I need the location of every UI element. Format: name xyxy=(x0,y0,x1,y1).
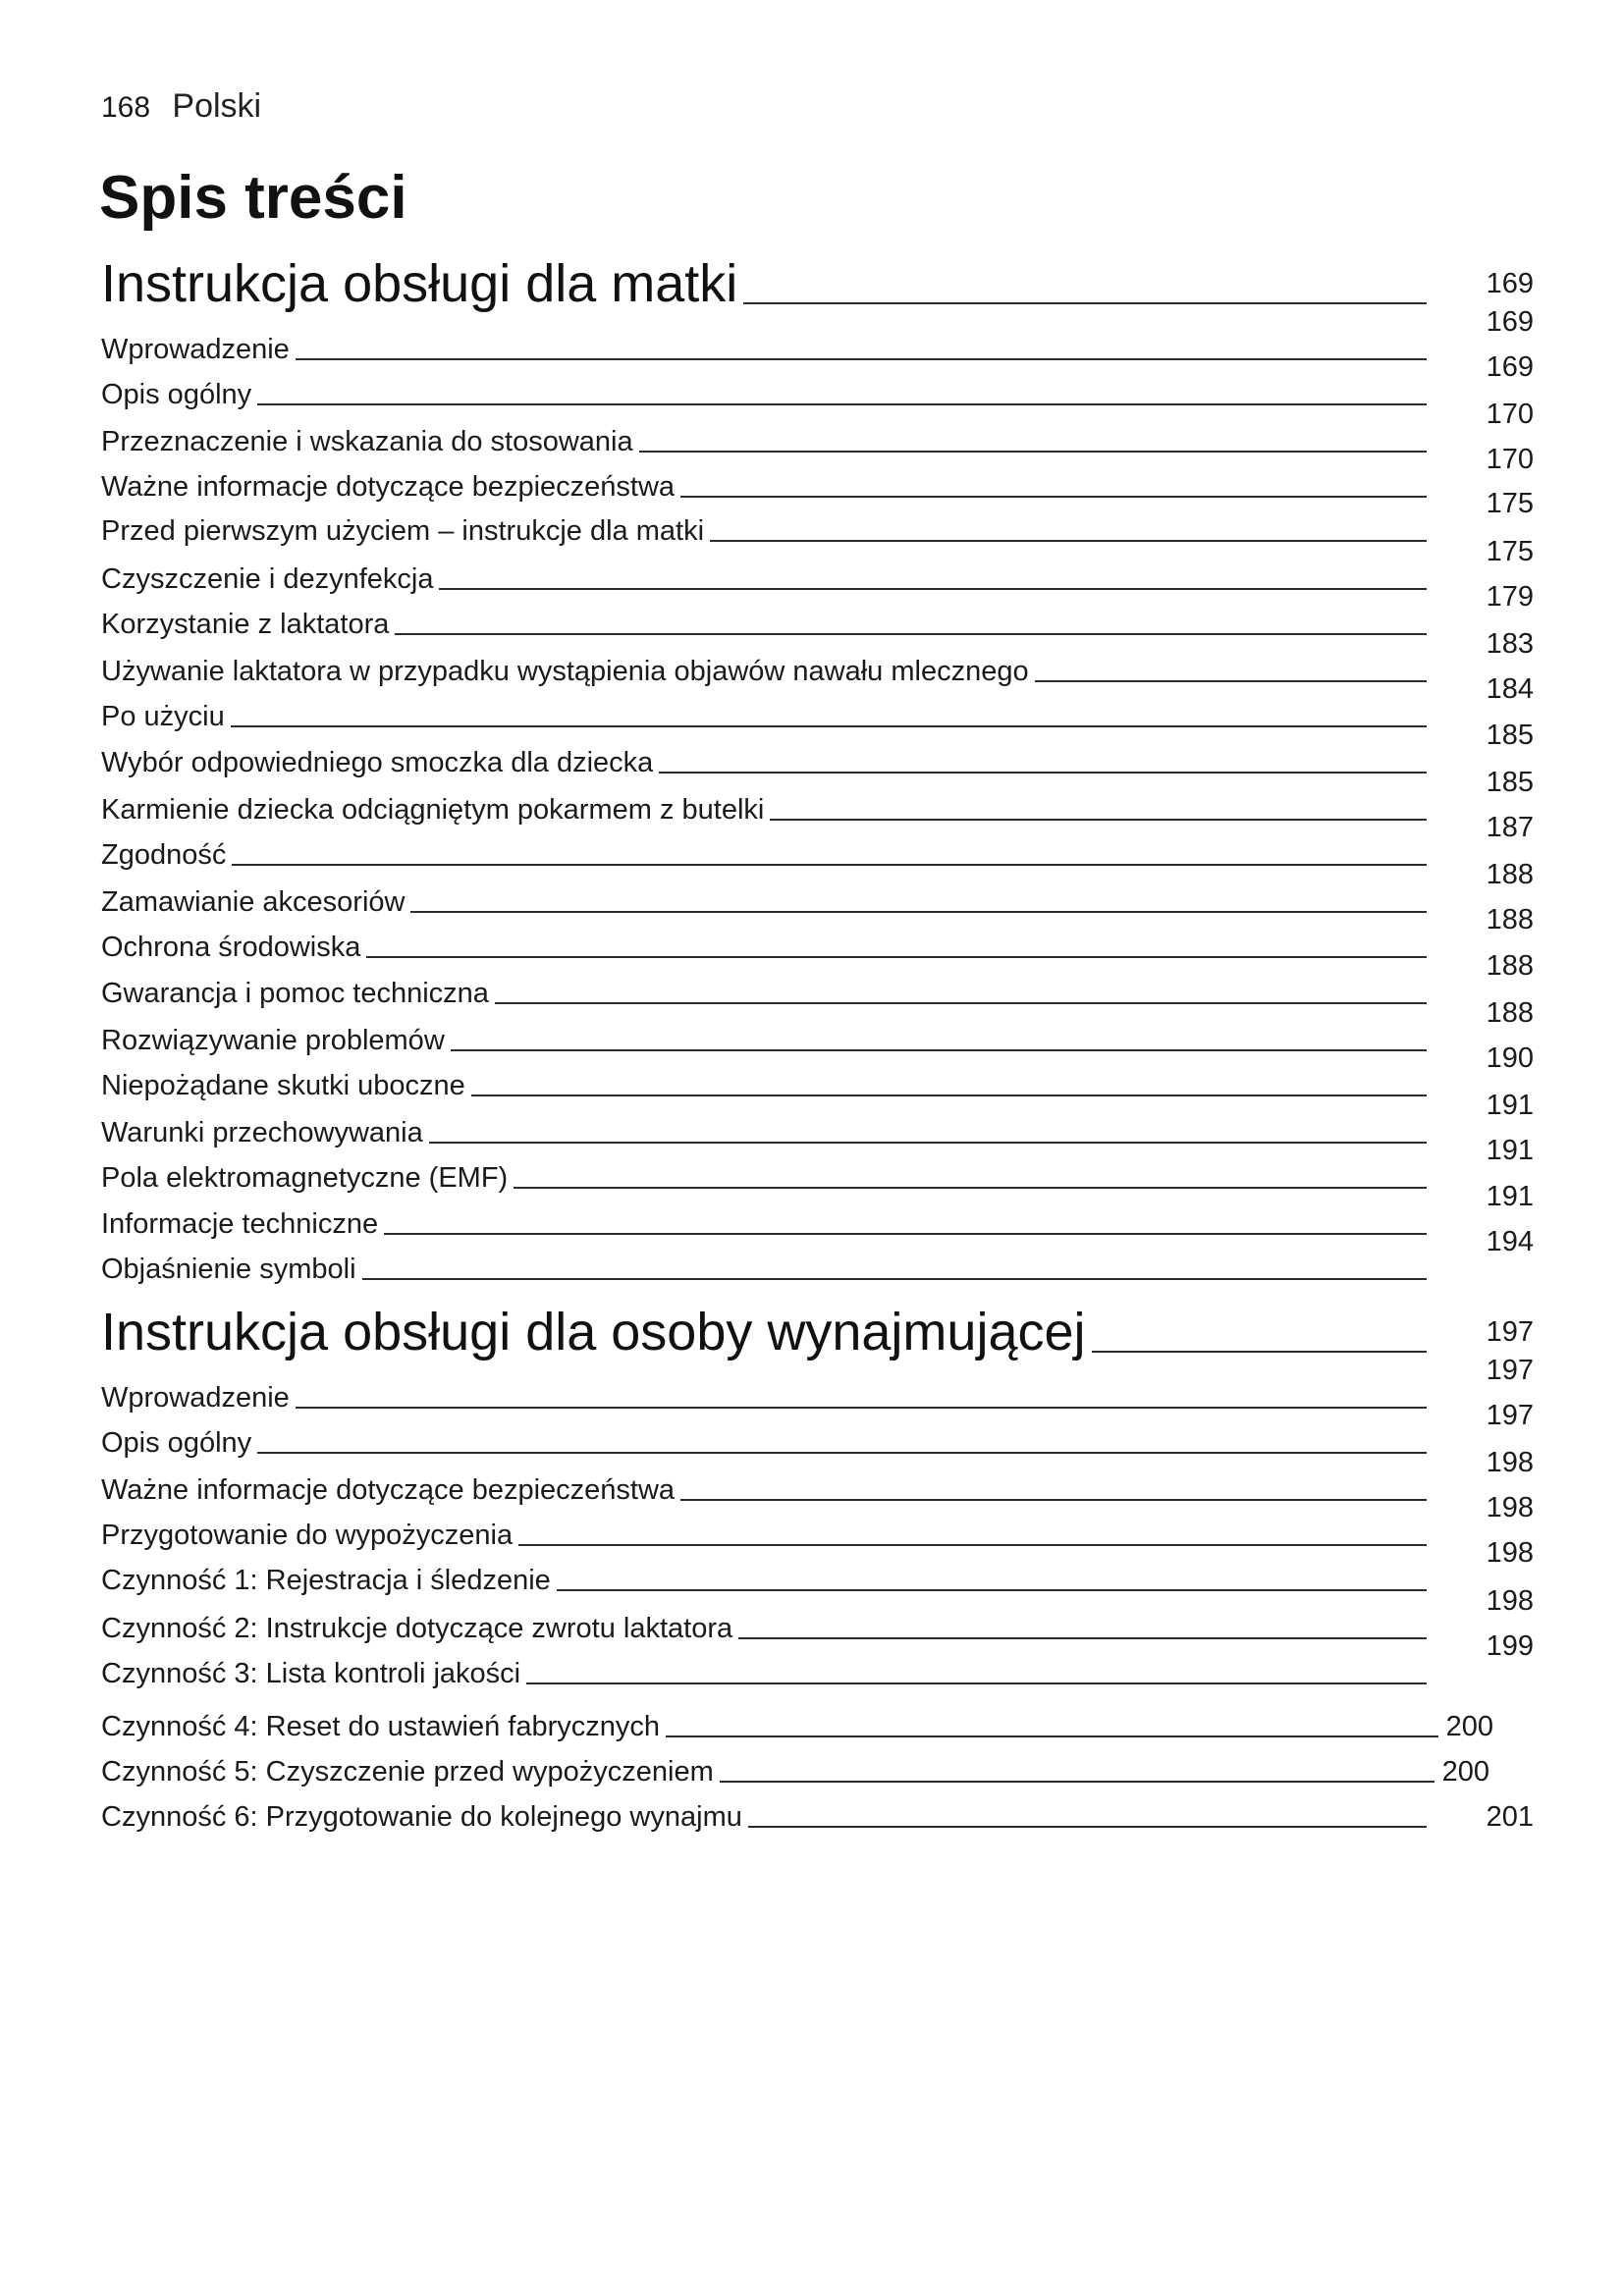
toc-entry-label: Czynność 4: Reset do ustawień fabrycznych xyxy=(101,1711,660,1742)
toc-leader-line xyxy=(514,1187,1427,1189)
toc-entry-page: 191 xyxy=(1486,1090,1534,1121)
toc-entry-page: 191 xyxy=(1486,1135,1534,1166)
toc-leader-line xyxy=(232,864,1427,866)
page-number: 168 xyxy=(101,91,151,124)
toc-entry[interactable] xyxy=(101,1090,1534,1149)
toc-entry-page: 188 xyxy=(1486,950,1534,982)
toc-entry[interactable] xyxy=(101,1135,1534,1195)
toc-leader-line xyxy=(451,1049,1427,1051)
toc-entry[interactable] xyxy=(101,536,1534,596)
toc-entry-label: Ważne informacje dotyczące bezpieczeństwa xyxy=(101,1474,676,1506)
toc-entry-label: Pola elektromagnetyczne (EMF) xyxy=(101,1162,509,1194)
toc-entry[interactable] xyxy=(101,1630,1534,1690)
toc-leader-line xyxy=(720,1781,1435,1783)
toc-entry[interactable] xyxy=(101,1226,1534,1286)
toc-entry-label: Czynność 1: Rejestracja i śledzenie xyxy=(101,1565,551,1596)
toc-entry[interactable] xyxy=(101,1585,1534,1645)
toc-section-title: Instrukcja obsługi dla osoby wynajmującej xyxy=(101,1303,1086,1362)
toc-entry-label: Wprowadzenie xyxy=(101,1382,290,1414)
toc-section-page: 197 xyxy=(1486,1316,1534,1348)
toc-leader-line xyxy=(1092,1351,1427,1353)
toc-entry[interactable] xyxy=(101,1400,1534,1460)
toc-leader-line xyxy=(1035,680,1427,682)
toc-section-page: 169 xyxy=(1486,268,1534,299)
toc-entry-label: Zgodność xyxy=(101,839,227,871)
toc-section-heading[interactable] xyxy=(101,253,1534,314)
toc-entry[interactable] xyxy=(101,720,1534,779)
toc-entry[interactable] xyxy=(101,997,1534,1057)
toc-entry-page: 187 xyxy=(1486,812,1534,843)
toc-leader-line xyxy=(384,1233,1427,1235)
toc-entry-label: Czynność 2: Instrukcje dotyczące zwrotu laktatora xyxy=(101,1613,733,1644)
toc-entry-page: 198 xyxy=(1486,1492,1534,1523)
toc-leader-line xyxy=(710,540,1427,542)
toc-leader-line xyxy=(439,588,1427,590)
toc-leader-line xyxy=(410,911,1427,913)
toc-entry[interactable] xyxy=(101,812,1534,872)
toc-entry[interactable] xyxy=(101,1447,1534,1507)
toc-entry-label: Wybór odpowiedniego smoczka dla dziecka xyxy=(101,747,654,778)
toc-entry[interactable] xyxy=(101,628,1534,688)
toc-entry-label: Zamawianie akcesoriów xyxy=(101,886,406,918)
toc-entry-page: 170 xyxy=(1486,399,1534,430)
toc-leader-line xyxy=(366,956,1427,958)
toc-entry-page: 169 xyxy=(1486,306,1534,338)
toc-leader-line xyxy=(362,1278,1427,1280)
toc-entry-label: Warunki przechowywania xyxy=(101,1117,423,1148)
toc-section-heading[interactable] xyxy=(101,1302,1534,1362)
toc-entry-page: 188 xyxy=(1486,997,1534,1029)
toc-entry-page: 198 xyxy=(1486,1585,1534,1617)
toc-leader-line xyxy=(743,302,1427,304)
toc-leader-line xyxy=(680,496,1427,498)
toc-leader-line xyxy=(257,1452,1427,1454)
toc-leader-line xyxy=(518,1544,1427,1546)
toc-entry-label: Gwarancja i pomoc techniczna xyxy=(101,978,489,1009)
toc-entry[interactable] xyxy=(101,859,1534,919)
toc-entry-page: 198 xyxy=(1486,1447,1534,1478)
toc-entry-page: 185 xyxy=(1486,767,1534,798)
toc-entry-label: Karmienie dziecka odciągniętym pokarmem z butelki xyxy=(101,794,765,826)
toc-entry-page: 169 xyxy=(1486,351,1534,383)
toc-entry-page: 175 xyxy=(1486,536,1534,567)
toc-entry-page: 198 xyxy=(1486,1537,1534,1569)
toc-leader-line xyxy=(639,451,1427,453)
toc-entry[interactable] xyxy=(101,1537,1534,1597)
toc-entry-label: Przygotowanie do wypożyczenia xyxy=(101,1520,514,1551)
toc-entry[interactable] xyxy=(101,1181,1534,1241)
toc-leader-line xyxy=(666,1735,1438,1737)
toc-section-title: Instrukcja obsługi dla matki xyxy=(101,254,738,313)
toc-entry-page: 194 xyxy=(1486,1226,1534,1257)
toc-entry[interactable] xyxy=(101,1710,1493,1743)
toc-entry[interactable] xyxy=(101,488,1534,548)
toc-entry-label: Używanie laktatora w przypadku wystąpienia objawów nawału mlecznego xyxy=(101,656,1029,687)
toc-entry-page: 188 xyxy=(1486,859,1534,890)
toc-entry-page: 191 xyxy=(1486,1181,1534,1212)
toc-entry-label: Rozwiązywanie problemów xyxy=(101,1025,445,1056)
toc-entry[interactable] xyxy=(101,673,1534,733)
toc-entry[interactable] xyxy=(101,581,1534,641)
toc-leader-line xyxy=(526,1682,1427,1684)
toc-leader-line xyxy=(748,1826,1427,1828)
toc-entry[interactable] xyxy=(101,1355,1534,1415)
toc-entry-label: Ważne informacje dotyczące bezpieczeństwa xyxy=(101,471,676,503)
toc-entry-label: Opis ogólny xyxy=(101,379,252,410)
toc-leader-line xyxy=(257,403,1427,405)
toc-entry-label: Opis ogólny xyxy=(101,1427,252,1459)
page-title: Spis treści xyxy=(99,164,407,232)
toc-entry[interactable] xyxy=(101,950,1534,1010)
toc-entry-page: 175 xyxy=(1486,488,1534,519)
toc-entry-page: 197 xyxy=(1486,1400,1534,1431)
language-label: Polski xyxy=(172,87,262,125)
toc-entry-page: 188 xyxy=(1486,904,1534,935)
toc-leader-line xyxy=(429,1142,1427,1144)
toc-entry[interactable] xyxy=(101,1042,1534,1102)
toc-entry-label: Przeznaczenie i wskazania do stosowania xyxy=(101,426,633,457)
toc-entry-label: Po użyciu xyxy=(101,701,225,732)
toc-leader-line xyxy=(557,1589,1427,1591)
toc-entry-label: Ochrona środowiska xyxy=(101,932,361,963)
toc-entry[interactable] xyxy=(101,306,1534,366)
toc-entry-label: Czyszczenie i dezynfekcja xyxy=(101,563,434,595)
toc-leader-line xyxy=(231,725,1427,727)
toc-entry-label: Informacje techniczne xyxy=(101,1208,379,1240)
toc-entry[interactable] xyxy=(101,399,1534,458)
toc-entry-page: 179 xyxy=(1486,581,1534,613)
toc-entry-label: Niepożądane skutki uboczne xyxy=(101,1070,465,1101)
page-header xyxy=(101,86,261,128)
toc-entry-page: 197 xyxy=(1486,1355,1534,1386)
toc-entry[interactable] xyxy=(101,1800,1534,1834)
toc-entry-page: 200 xyxy=(1441,1756,1489,1788)
toc-entry-label: Czynność 5: Czyszczenie przed wypożyczeniem xyxy=(101,1756,714,1788)
toc-entry[interactable] xyxy=(101,351,1534,411)
toc-entry-page: 170 xyxy=(1486,444,1534,475)
toc-leader-line xyxy=(296,1407,1427,1409)
toc-entry[interactable] xyxy=(101,904,1534,964)
toc-entry-label: Korzystanie z laktatora xyxy=(101,609,390,640)
toc-entry-page: 184 xyxy=(1486,673,1534,705)
toc-entry-label: Objaśnienie symboli xyxy=(101,1254,356,1285)
toc-entry-page: 200 xyxy=(1445,1711,1493,1742)
toc-entry-page: 183 xyxy=(1486,628,1534,660)
toc-entry-label: Czynność 6: Przygotowanie do kolejnego wynajmu xyxy=(101,1801,742,1833)
toc-leader-line xyxy=(395,633,1427,635)
toc-entry-page: 199 xyxy=(1486,1630,1534,1662)
toc-entry-label: Czynność 3: Lista kontroli jakości xyxy=(101,1658,521,1689)
toc-leader-line xyxy=(738,1637,1427,1639)
toc-entry-page: 185 xyxy=(1486,720,1534,751)
toc-leader-line xyxy=(770,819,1427,821)
toc-entry[interactable] xyxy=(101,767,1534,827)
toc-leader-line xyxy=(495,1002,1427,1004)
toc-entry-label: Wprowadzenie xyxy=(101,334,290,365)
toc-leader-line xyxy=(471,1095,1427,1096)
toc-entry[interactable] xyxy=(101,1492,1534,1552)
toc-leader-line xyxy=(680,1499,1427,1501)
toc-entry-label: Przed pierwszym użyciem – instrukcje dla matki xyxy=(101,515,705,547)
toc-leader-line xyxy=(296,358,1427,360)
toc-entry[interactable] xyxy=(101,1755,1489,1789)
toc-leader-line xyxy=(659,772,1427,774)
toc-entry-page: 201 xyxy=(1486,1801,1534,1833)
toc-entry-page: 190 xyxy=(1486,1042,1534,1074)
